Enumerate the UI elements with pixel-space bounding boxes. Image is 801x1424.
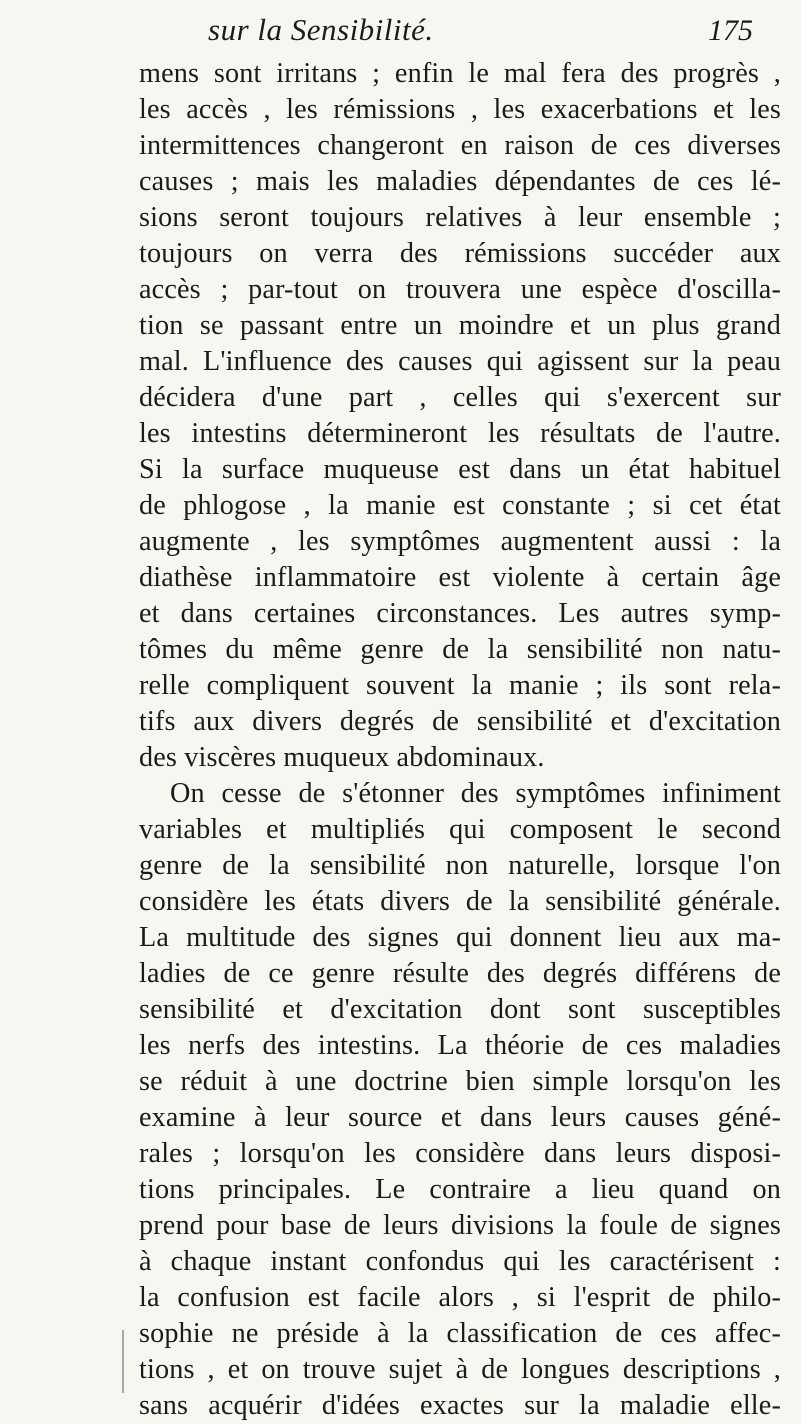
text-line: accès ; par-tout on trouvera une espèce d'oscilla-: [139, 274, 781, 305]
text-line: tion se passant entre un moindre et un plus grand: [139, 310, 781, 341]
text-line: des viscères muqueux abdominaux.: [139, 742, 545, 773]
text-line: sans acquérir d'idées exactes sur la maladie elle-: [139, 1390, 781, 1421]
gutter-shadow: [122, 1330, 124, 1393]
text-line: les nerfs des intestins. La théorie de ces maladies: [139, 1030, 781, 1061]
text-line: les intestins détermineront les résultats de l'autre.: [139, 418, 781, 449]
text-line: sensibilité et d'excitation dont sont susceptibles: [139, 994, 781, 1025]
text-line: tions , et on trouve sujet à de longues descriptions ,: [139, 1354, 781, 1385]
text-line: augmente , les symptômes augmentent aussi : la: [139, 526, 781, 557]
text-line: mal. L'influence des causes qui agissent sur la peau: [139, 346, 781, 377]
text-line: mens sont irritans ; enfin le mal fera des progrès ,: [139, 58, 781, 89]
text-line: variables et multipliés qui composent le second: [139, 814, 781, 845]
text-line: la confusion est facile alors , si l'esprit de philo-: [139, 1282, 781, 1313]
text-line: tômes du même genre de la sensibilité non natu-: [139, 634, 781, 665]
running-head: sur la Sensibilité.: [208, 12, 434, 47]
text-line: diathèse inflammatoire est violente à certain âge: [139, 562, 781, 593]
text-line: intermittences changeront en raison de ces diverses: [139, 130, 781, 161]
text-line: sions seront toujours relatives à leur ensemble ;: [139, 202, 781, 233]
text-line: considère les états divers de la sensibilité générale.: [139, 886, 781, 917]
text-line: genre de la sensibilité non naturelle, lorsque l'on: [139, 850, 781, 881]
text-line: tifs aux divers degrés de sensibilité et d'excitation: [139, 706, 781, 737]
text-line: à chaque instant confondus qui les caractérisent :: [139, 1246, 781, 1277]
text-line: prend pour base de leurs divisions la foule de signes: [139, 1210, 781, 1241]
text-line: de phlogose , la manie est constante ; si cet état: [139, 490, 781, 521]
text-line: relle compliquent souvent la manie ; ils sont rela-: [139, 670, 781, 701]
text-line: causes ; mais les maladies dépendantes de ces lé-: [139, 166, 781, 197]
text-line: La multitude des signes qui donnent lieu aux ma-: [139, 922, 781, 953]
text-line: et dans certaines circonstances. Les autres symp-: [139, 598, 781, 629]
text-line: se réduit à une doctrine bien simple lorsqu'on les: [139, 1066, 781, 1097]
page-number: 175: [708, 14, 753, 47]
text-line: sophie ne préside à la classification de ces affec-: [139, 1318, 781, 1349]
page-header: [0, 12, 801, 56]
text-line: décidera d'une part , celles qui s'exercent sur: [139, 382, 781, 413]
text-line: les accès , les rémissions , les exacerbations et les: [139, 94, 781, 125]
text-line: tions principales. Le contraire a lieu quand on: [139, 1174, 781, 1205]
text-line: Si la surface muqueuse est dans un état habituel: [139, 454, 781, 485]
text-line: ladies de ce genre résulte des degrés différens de: [139, 958, 781, 989]
paragraph-first-line: On cesse de s'étonner des symptômes infiniment: [170, 778, 781, 809]
text-line: rales ; lorsqu'on les considère dans leurs disposi-: [139, 1138, 781, 1169]
text-line: toujours on verra des rémissions succéder aux: [139, 238, 781, 269]
text-line: examine à leur source et dans leurs causes géné-: [139, 1102, 781, 1133]
